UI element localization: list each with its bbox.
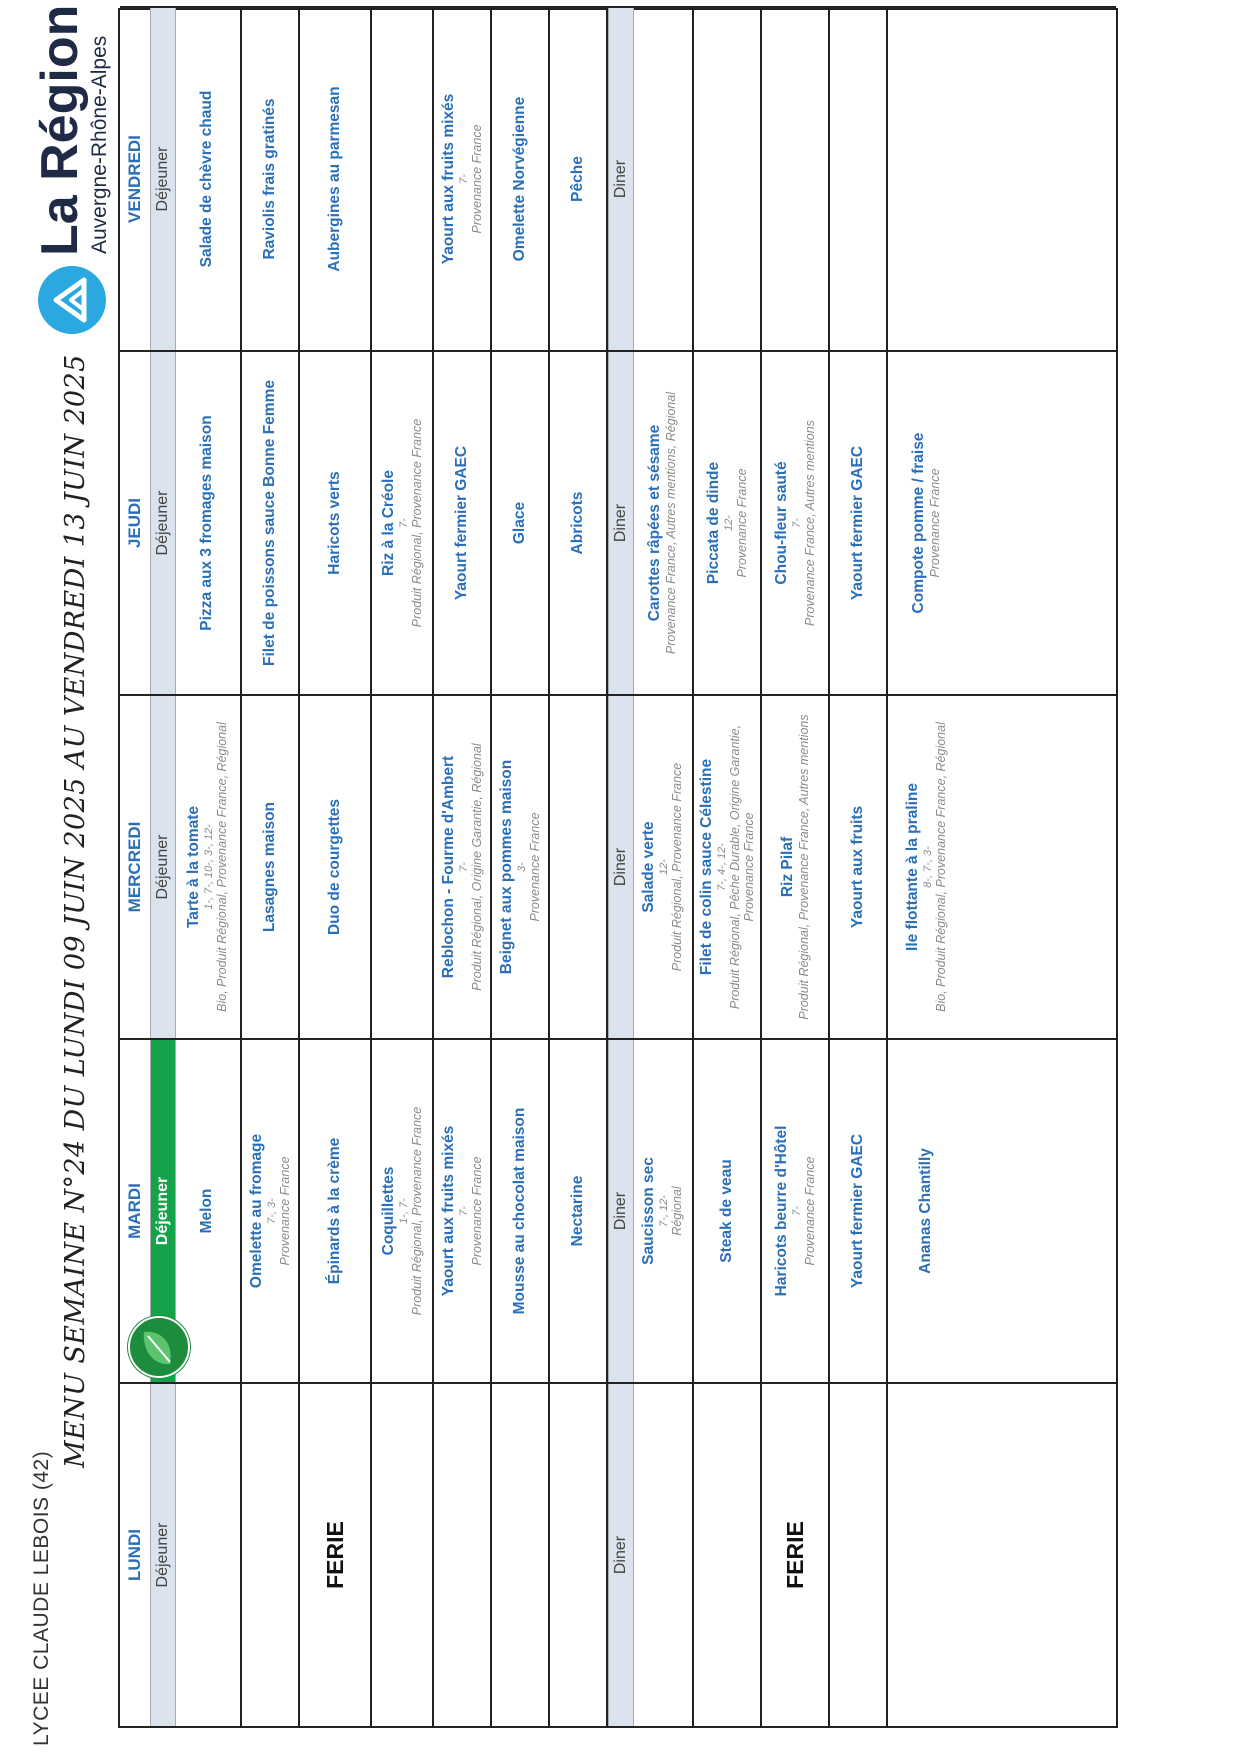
allergen-codes: 1-, 7- [398,1198,410,1224]
dish-name: Melon [198,1188,215,1234]
dish-name: Filet de poissons sauce Bonne Femme [261,380,278,666]
leaf-badge-icon [128,1316,190,1378]
allergen-codes: 7- [791,518,803,528]
dish-name: Yaourt aux fruits [849,805,866,929]
region-logo [31,4,120,334]
menu-cell [632,1384,694,1726]
dinner-header: Diner [608,352,634,694]
dish-name: Yaourt fermier GAEC [849,445,866,601]
menu-cell [434,1040,492,1382]
menu-cell [300,1384,372,1726]
dish-name: Nectarine [569,1175,586,1247]
menu-cell [300,696,372,1038]
lunch-header: Déjeuner [150,8,176,350]
origin-info: Produit Régional, Origine Garantie, Régional [470,743,484,991]
menu-cell [174,352,242,694]
day-column-vendredi [120,6,1116,350]
dish-name: Beignet aux pommes maison [498,759,515,975]
dish-name: Coquillettes [380,1166,397,1256]
origin-info: Produit Régional, Provenance France [670,762,684,972]
menu-cell [632,352,694,694]
dish-name: Carottes râpées et sésame [646,424,663,622]
dish-name: Yaourt aux fruits mixés [440,93,457,265]
dish-name: Ananas Chantilly [917,1148,934,1274]
menu-cell [830,352,888,694]
menu-cell [434,1384,492,1726]
origin-info: Provenance France [803,1156,817,1266]
dish-name: Yaourt fermier GAEC [453,445,470,601]
dish-name: Yaourt aux fruits mixés [440,1125,457,1297]
menu-cell [694,8,762,350]
page-title: MENU SEMAINE N°24 DU LUNDI 09 JUIN 2025 AU VENDREDI 13 JUIN 2025 [60,354,91,1468]
menu-cell [372,1040,434,1382]
dish-name: Épinards à la crème [326,1137,343,1285]
allergen-codes: 7-, 4-, 12- [716,843,728,891]
dish-name: Pizza aux 3 fromages maison [198,415,215,631]
dish-name: Salade verte [640,821,657,913]
origin-info: Provenance France [278,1156,292,1266]
menu-cell [694,696,762,1038]
dish-name: Omelette Norvégienne [511,96,528,262]
dish-name: Riz Pilaf [779,836,796,898]
menu-cell [492,696,550,1038]
menu-cell [492,1384,550,1726]
dish-name: Lasagnes maison [261,801,278,933]
dish-name: Ile flottante à la praline [904,783,921,951]
menu-cell [300,352,372,694]
dish-name: Reblochon - Fourme d'Ambert [440,755,457,979]
dinner-header: Diner [608,696,634,1038]
allergen-codes: 1-, 7-, 10-, 3-, 12- [203,824,215,910]
menu-cell [242,352,300,694]
day-name: VENDREDI [125,135,144,223]
dish-name: Haricots beurre d'Hôtel [773,1125,790,1297]
origin-info: Provenance France [470,1156,484,1266]
dish-name: Compote pomme / fraise [910,432,927,614]
menu-cell [888,8,964,350]
origin-info: Bio, Produit Régional, Provenance France, Régional [934,722,948,1012]
menu-cell [762,1384,830,1726]
menu-cell [372,8,434,350]
menu-cell [372,1384,434,1726]
menu-cell [434,352,492,694]
menu-cell [492,1040,550,1382]
menu-cell [632,8,694,350]
dinner-header: Diner [608,1384,634,1726]
dish-name: Tarte à la tomate [185,805,202,929]
menu-cell [694,1040,762,1382]
menu-cell [830,696,888,1038]
origin-info: Provenance France, Autres mentions [803,420,817,626]
dish-name: Raviolis frais gratinés [261,98,278,260]
dish-name: Yaourt fermier GAEC [849,1133,866,1289]
menu-cell [174,1384,242,1726]
menu-cell [242,8,300,350]
menu-cell [762,8,830,350]
menu-cell [550,1040,608,1382]
menu-cell [434,8,492,350]
allergen-codes: 7- [458,174,470,184]
day-column-mardi [120,1038,1116,1382]
dish-name: Chou-fleur sauté [773,461,790,585]
lunch-header: Déjeuner [150,352,176,694]
dish-name: Duo de courgettes [326,798,343,936]
menu-cell [300,1040,372,1382]
origin-info: Produit Régional, Provenance France [410,1106,424,1316]
dinner-header: Diner [608,8,634,350]
dish-name: Glace [511,501,528,545]
day-column-lundi [120,1382,1116,1726]
menu-cell [830,1040,888,1382]
day-name: MERCREDI [125,821,144,913]
lunch-header: Déjeuner [150,1040,176,1382]
menu-cell [242,1040,300,1382]
allergen-codes: 7-, 12- [658,1195,670,1227]
origin-info: Provenance France, Autres mentions, Régional [664,391,678,655]
dish-name: Saucisson sec [640,1157,657,1265]
menu-cell [300,8,372,350]
origin-info: Provenance France [528,812,542,922]
menu-cell [372,696,434,1038]
dish-name: Abricots [569,491,586,555]
dish-name: Salade de chèvre chaud [198,90,215,268]
lunch-header: Déjeuner [150,1384,176,1726]
allergen-codes: 12- [658,859,670,875]
day-column-jeudi [120,350,1116,694]
allergen-codes: 7- [458,1206,470,1216]
menu-cell [434,696,492,1038]
menu-cell [830,1384,888,1726]
dish-name: Mousse au chocolat maison [511,1107,528,1315]
allergen-codes: 8-, 7-, 3- [922,846,934,888]
day-column-mercredi [120,694,1116,1038]
menu-cell [550,352,608,694]
region-logo-icon [38,266,106,334]
menu-cell [372,352,434,694]
origin-info: Produit Régional, Pêche Durable, Origine Garantie, Provenance France [728,724,756,1010]
menu-cell [762,1040,830,1382]
allergen-codes: 7- [791,1206,803,1216]
origin-info: Bio, Produit Régional, Provenance France, Régional [215,722,229,1012]
menu-cell [830,8,888,350]
allergen-codes: 7-, 3- [266,1198,278,1224]
menu-cell [632,696,694,1038]
day-name: JEUDI [125,497,144,549]
menu-cell [550,8,608,350]
origin-info: Provenance France [735,468,749,578]
day-name: MARDI [125,1183,144,1239]
allergen-codes: 7- [458,862,470,872]
menu-cell [242,1384,300,1726]
menu-cell [888,352,964,694]
menu-cell [550,696,608,1038]
origin-info: Régional [670,1186,684,1236]
origin-info: Provenance France [470,124,484,234]
dish-name: Omelette au fromage [248,1133,265,1289]
menu-cell [694,1384,762,1726]
dish-name: Aubergines au parmesan [326,86,343,272]
menu-cell [762,352,830,694]
menu-cell [242,696,300,1038]
school-name: LYCEE CLAUDE LEBOIS (42) [30,1450,53,1746]
dish-name: Piccata de dinde [705,461,722,585]
dish-name: Pêche [569,156,586,202]
allergen-codes: 7- [398,518,410,528]
menu-cell [888,1384,964,1726]
origin-info: Provenance France [928,468,942,578]
holiday-label: FERIE [321,1521,348,1589]
menu-cell [550,1384,608,1726]
dish-name: Riz à la Créole [380,470,397,576]
logo-name: La Région [31,4,89,256]
dish-name: Haricots verts [326,471,343,575]
menu-cell [762,696,830,1038]
menu-cell [492,352,550,694]
dish-name: Steak de veau [718,1159,735,1263]
holiday-label: FERIE [781,1521,808,1589]
day-name: LUNDI [125,1529,144,1581]
origin-info: Produit Régional, Provenance France [410,418,424,628]
menu-cell [174,8,242,350]
menu-table [118,8,1118,1728]
dinner-header: Diner [608,1040,634,1382]
origin-info: Produit Régional, Provenance France, Autres mentions [797,714,811,1020]
menu-cell [694,352,762,694]
menu-cell [492,8,550,350]
allergen-codes: 12- [723,515,735,531]
menu-cell [888,696,964,1038]
menu-cell [632,1040,694,1382]
logo-subtitle: Auvergne-Rhône-Alpes [88,35,111,254]
lunch-header: Déjeuner [150,696,176,1038]
menu-cell [888,1040,964,1382]
allergen-codes: 3- [516,862,528,872]
dish-name: Filet de colin sauce Célestine [698,758,715,976]
menu-cell [174,696,242,1038]
